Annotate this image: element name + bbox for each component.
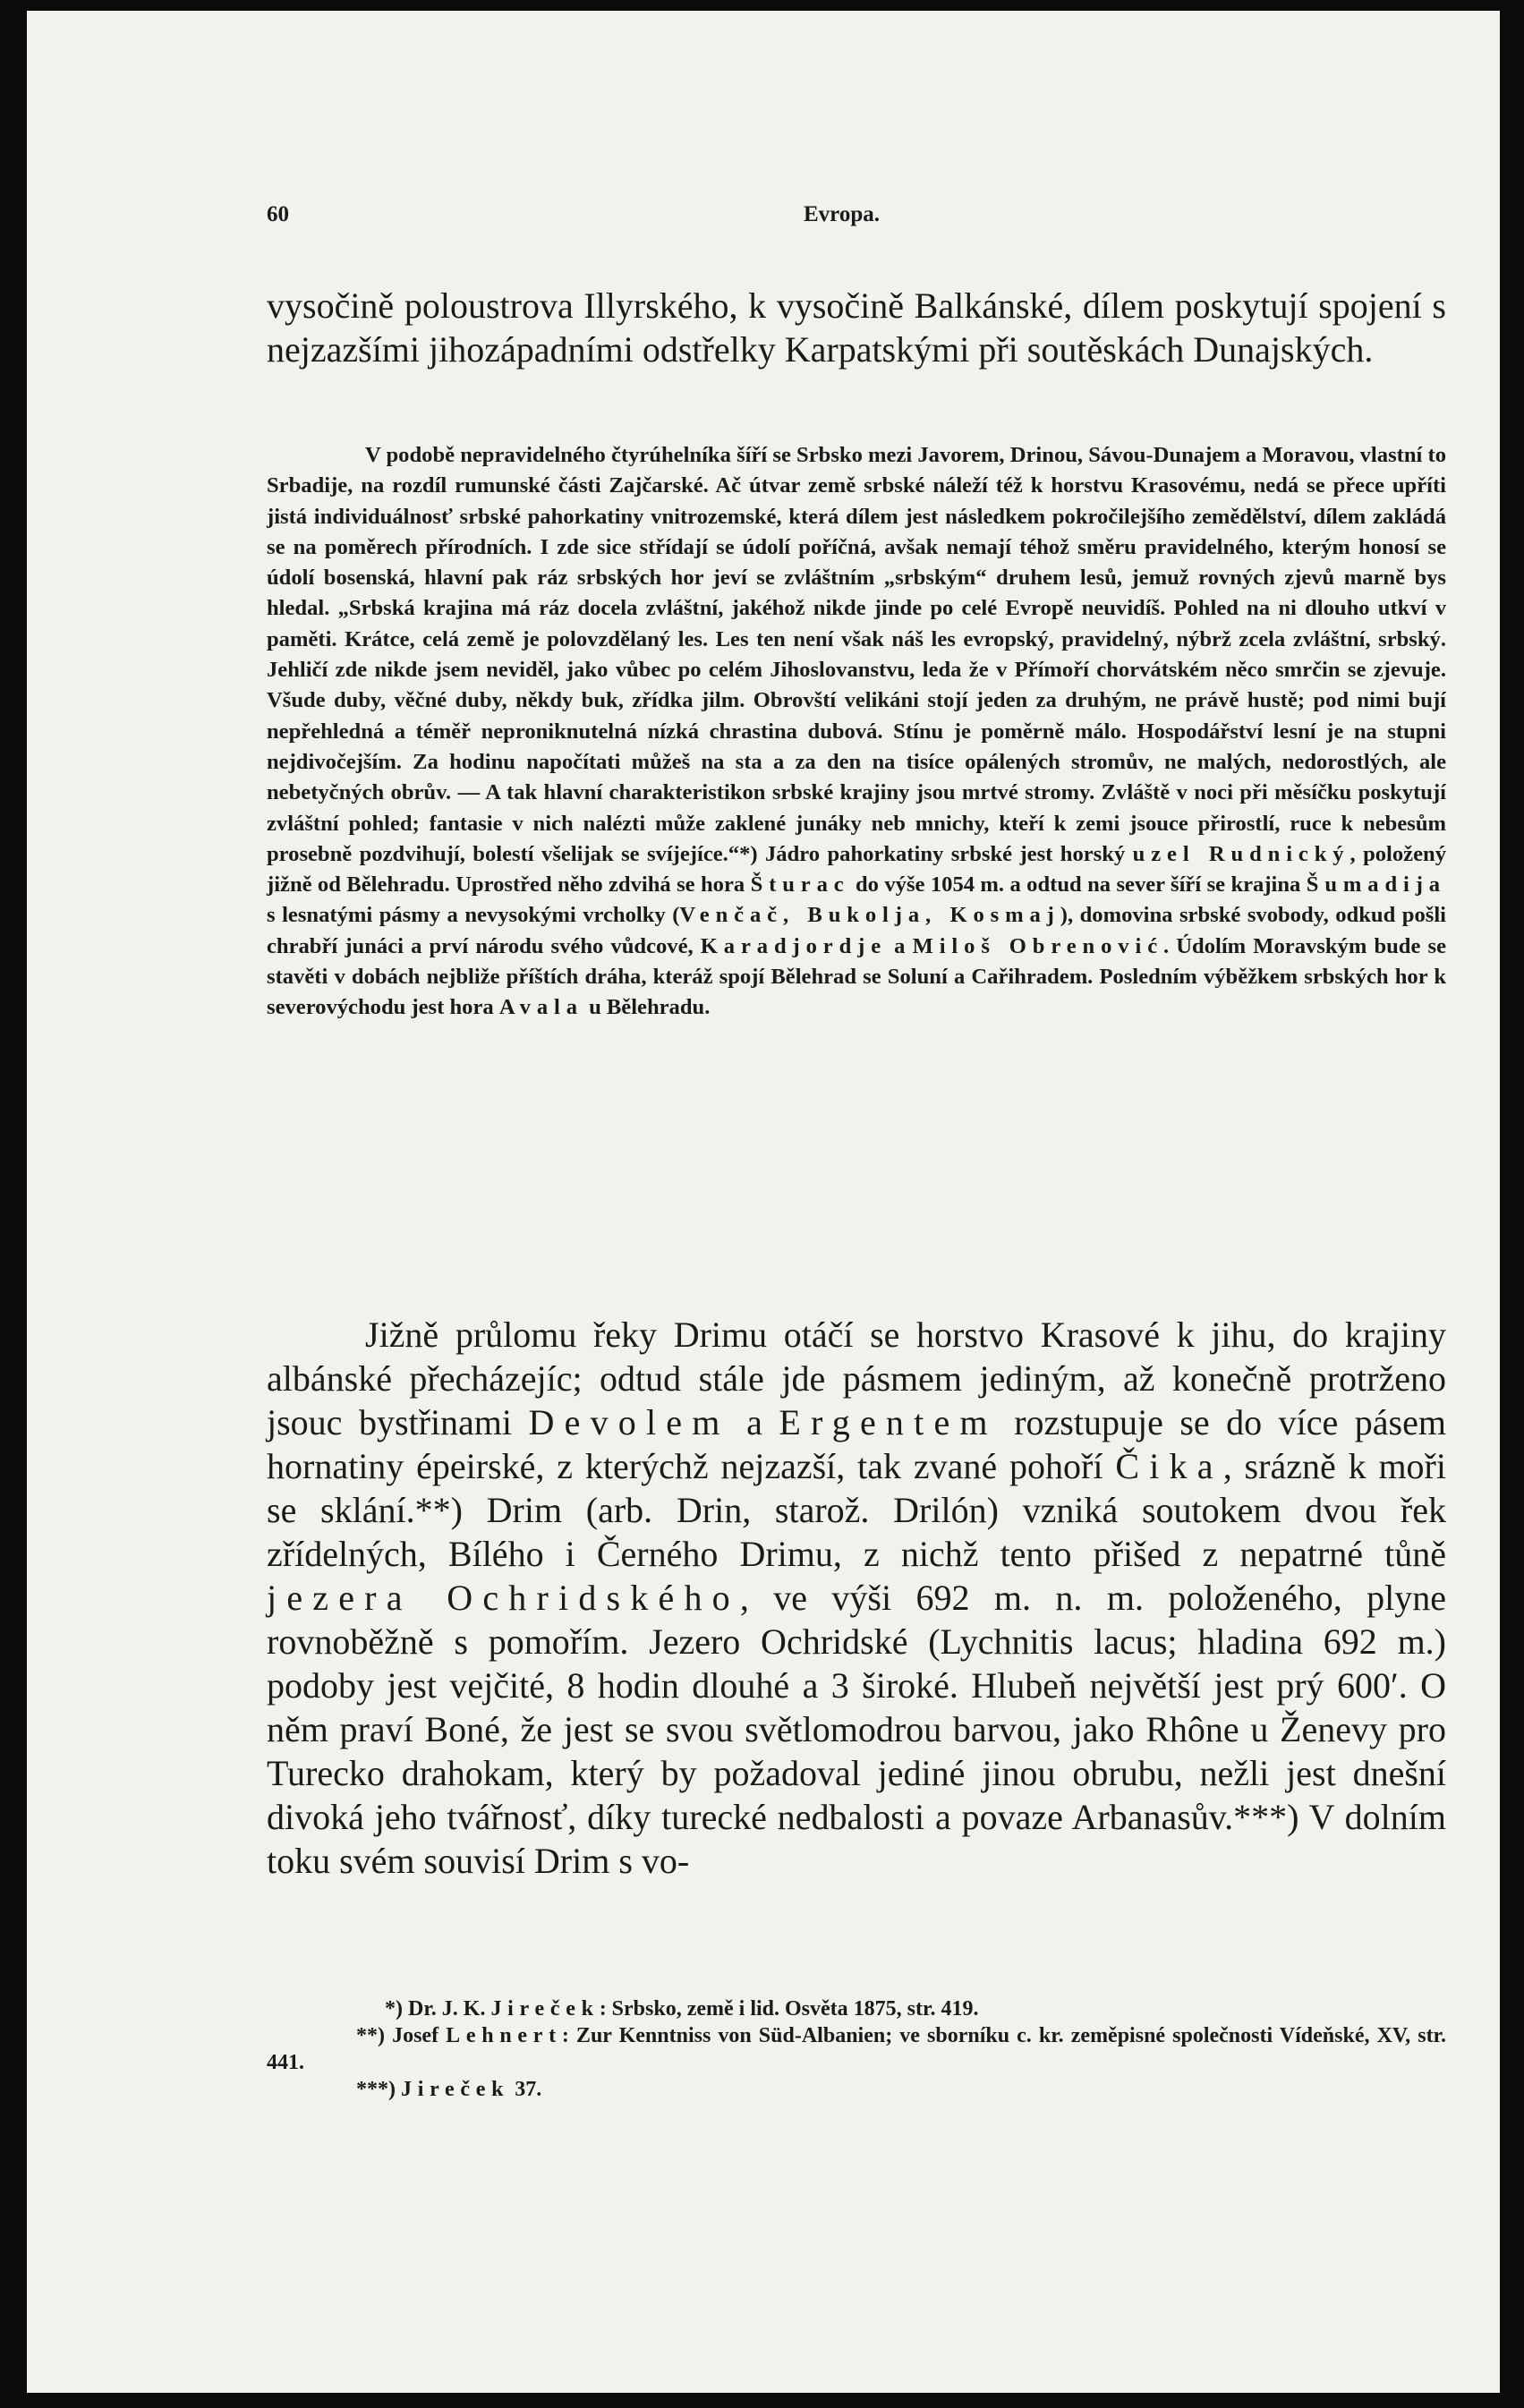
running-title: Evropa. [804,202,880,226]
spaced-term: uzel Rudnický [1132,841,1350,866]
spaced-term: Šturac [750,872,850,898]
spaced-term: jezera Ochridského [267,1578,740,1618]
spaced-term: Lehnert [446,2024,562,2047]
spaced-term: Venčač, Bukolja, Kosmaj [679,903,1060,928]
paragraph-serbia: V podobě nepravidelného čtyrúhelníka šíří se Srbsko mezi Javorem, Drinou, Sávou-Dunajem a Moravou, vlastní to Srbadije, na rozdíl rumunské části Zajčarské. Ač útvar země srbské náleží též k horstvu Krasovému, nedá se přece upříti jistá individuálnosť srbské pahorkatiny vnitrozemské, která dílem jest následkem pokročilejšího zemědělství, dílem zakládá se na poměrech přírodních. I zde sice střídají se údolí poříčná, avšak nemají téhož směru pravidelného, kterým honosí se údolí bosenská, hlavní pak ráz srbských hor jeví se zvláštním „srbským“ druhem lesů, jemuž rovných zjevů marně bys hledal. „Srbská krajina má ráz docela zvláštní, jakéhož nikde jinde po celé Evropě neuvidíš. Pohled na ni dlouho utkví v paměti. Krátce, celá země je polovzdělaný les. Les ten není však náš les evropský, pravidelný, nýbrž zcela zvláštní, srbský. Jehličí zde nikde jsem neviděl, jako vůbec po celém Jihoslovanstvu, leda že v Přímoří chorvátském něco smrčin se zjevuje. Všude duby, věčné duby, někdy buk, zřídka jilm. Obrovští velikáni stojí jeden za druhým, ne právě hustě; pod nimi bují nepřehledná a téměř neproniknutelná nízká chrastina dubová. Stínu je poměrně málo. Hospodářství lesní je na stupni nejdivočejším. Za hodinu napočítati můžeš na sta a za den na tisíce opálených stromův, ne malých, nedorostlých, ale nebetyčných obrův. — A tak hlavní charakteristikon srbské krajiny jsou mrtvé stromy. Zvláště v noci při měsíčku poskytují zvláštní pohled; fantasie v nich nalézti může zaklené junáky neb mnichy, kteří k zemi jsouce přirostlí, ruce k nebesům prosebně pozdvihují, bolestí všelijak se svíjejíce.“*) Jádro pahorkatiny srbské jest horský uzel Rudnický, položený jižně od Bělehradu. Uprostřed něho zdvihá se hora Šturac do výše 1054 m. a odtud na sever šíří se krajina Šumadija s lesnatými pásmy a nevysokými vrcholky (Venčač, Bukolja, Kosmaj), domovina srbské svobody, odkud pošli chrabří junáci a prví národu svého vůdcové, Karadjordje a Miloš Obrenović. Údolím Moravským bude se stavěti v dobách nejbliže příštích dráha, kteráž spojí Bělehrad se Soluní a Cařihradem. Posledním výběžkem srbských hor k severovýchodu jest hora Avala u Bělehradu. [267,443,1447,1020]
footnote-3: ***) Jireček 37. [356,2078,542,2101]
footnote-1: *) Dr. J. K. Jireček: Srbsko, země i lid. Osvěta 1875, str. 419. [385,1997,979,2021]
spaced-term: Šumadija [1306,872,1446,898]
spaced-term: Jireček [401,2078,510,2101]
spaced-term: Devolem [528,1402,730,1442]
spaced-term: Ergentem [779,1402,998,1442]
paragraph-continuation: vysočině poloustrova Illyrského, k vysočině Balkánské, dílem poskytují spojení s nejzazšími jihozápadními odstřelky Karpatskými při soutěskách Dunajských. [267,285,1446,370]
footnote-2: **) Josef Lehnert: Zur Kenntniss von Süd-Albanien; ve sborníku c. kr. zeměpisné společnosti Vídeňské, XV, str. 441. [267,2024,1447,2074]
spaced-term: Miloš Obrenović [912,933,1163,958]
spaced-term: Jireček [490,1997,600,2021]
book-page [27,11,1500,2393]
page-number: 60 [267,202,289,226]
spaced-term: Karadjordje [700,933,888,958]
running-header [267,202,929,229]
spaced-term: Čika [1115,1446,1223,1486]
spaced-term: Avala [498,995,583,1020]
paragraph-drim: Jižně průlomu řeky Drimu otáčí se horstvo Krasové k jihu, do krajiny albánské přecházejíc; odtud stále jde pásmem jediným, až konečně protrženo jsouc bystřinami Devolem a Ergentem rozstupuje se do více pásem hornatiny épeirské, z kterýchž nejzazší, tak zvané pohoří Čika, srázně k moři se sklání.**) Drim (arb. Drin, starož. Drilón) vzniká soutokem dvou řek zřídelných, Bílého i Černého Drimu, z nichž tento přišed z nepatrné tůně jezera Ochridského, ve výši 692 m. n. m. položeného, plyne rovnoběžně s pomořím. Jezero Ochridské (Lychnitis lacus; hladina 692 m.) podoby jest vejčité, 8 hodin dlouhé a 3 široké. Hlubeň největší jest prý 600′. O něm praví Boné, že jest se svou světlomodrou barvou, jako Rhône u Ženevy pro Turecko drahokam, který by požadoval jediné jinou obrubu, nežli jest dnešní divoká jeho tvářnosť, díky turecké nedbalosti a povaze Arbanasův.***) V dolním toku svém souvisí Drim s vo- [267,1315,1446,1881]
